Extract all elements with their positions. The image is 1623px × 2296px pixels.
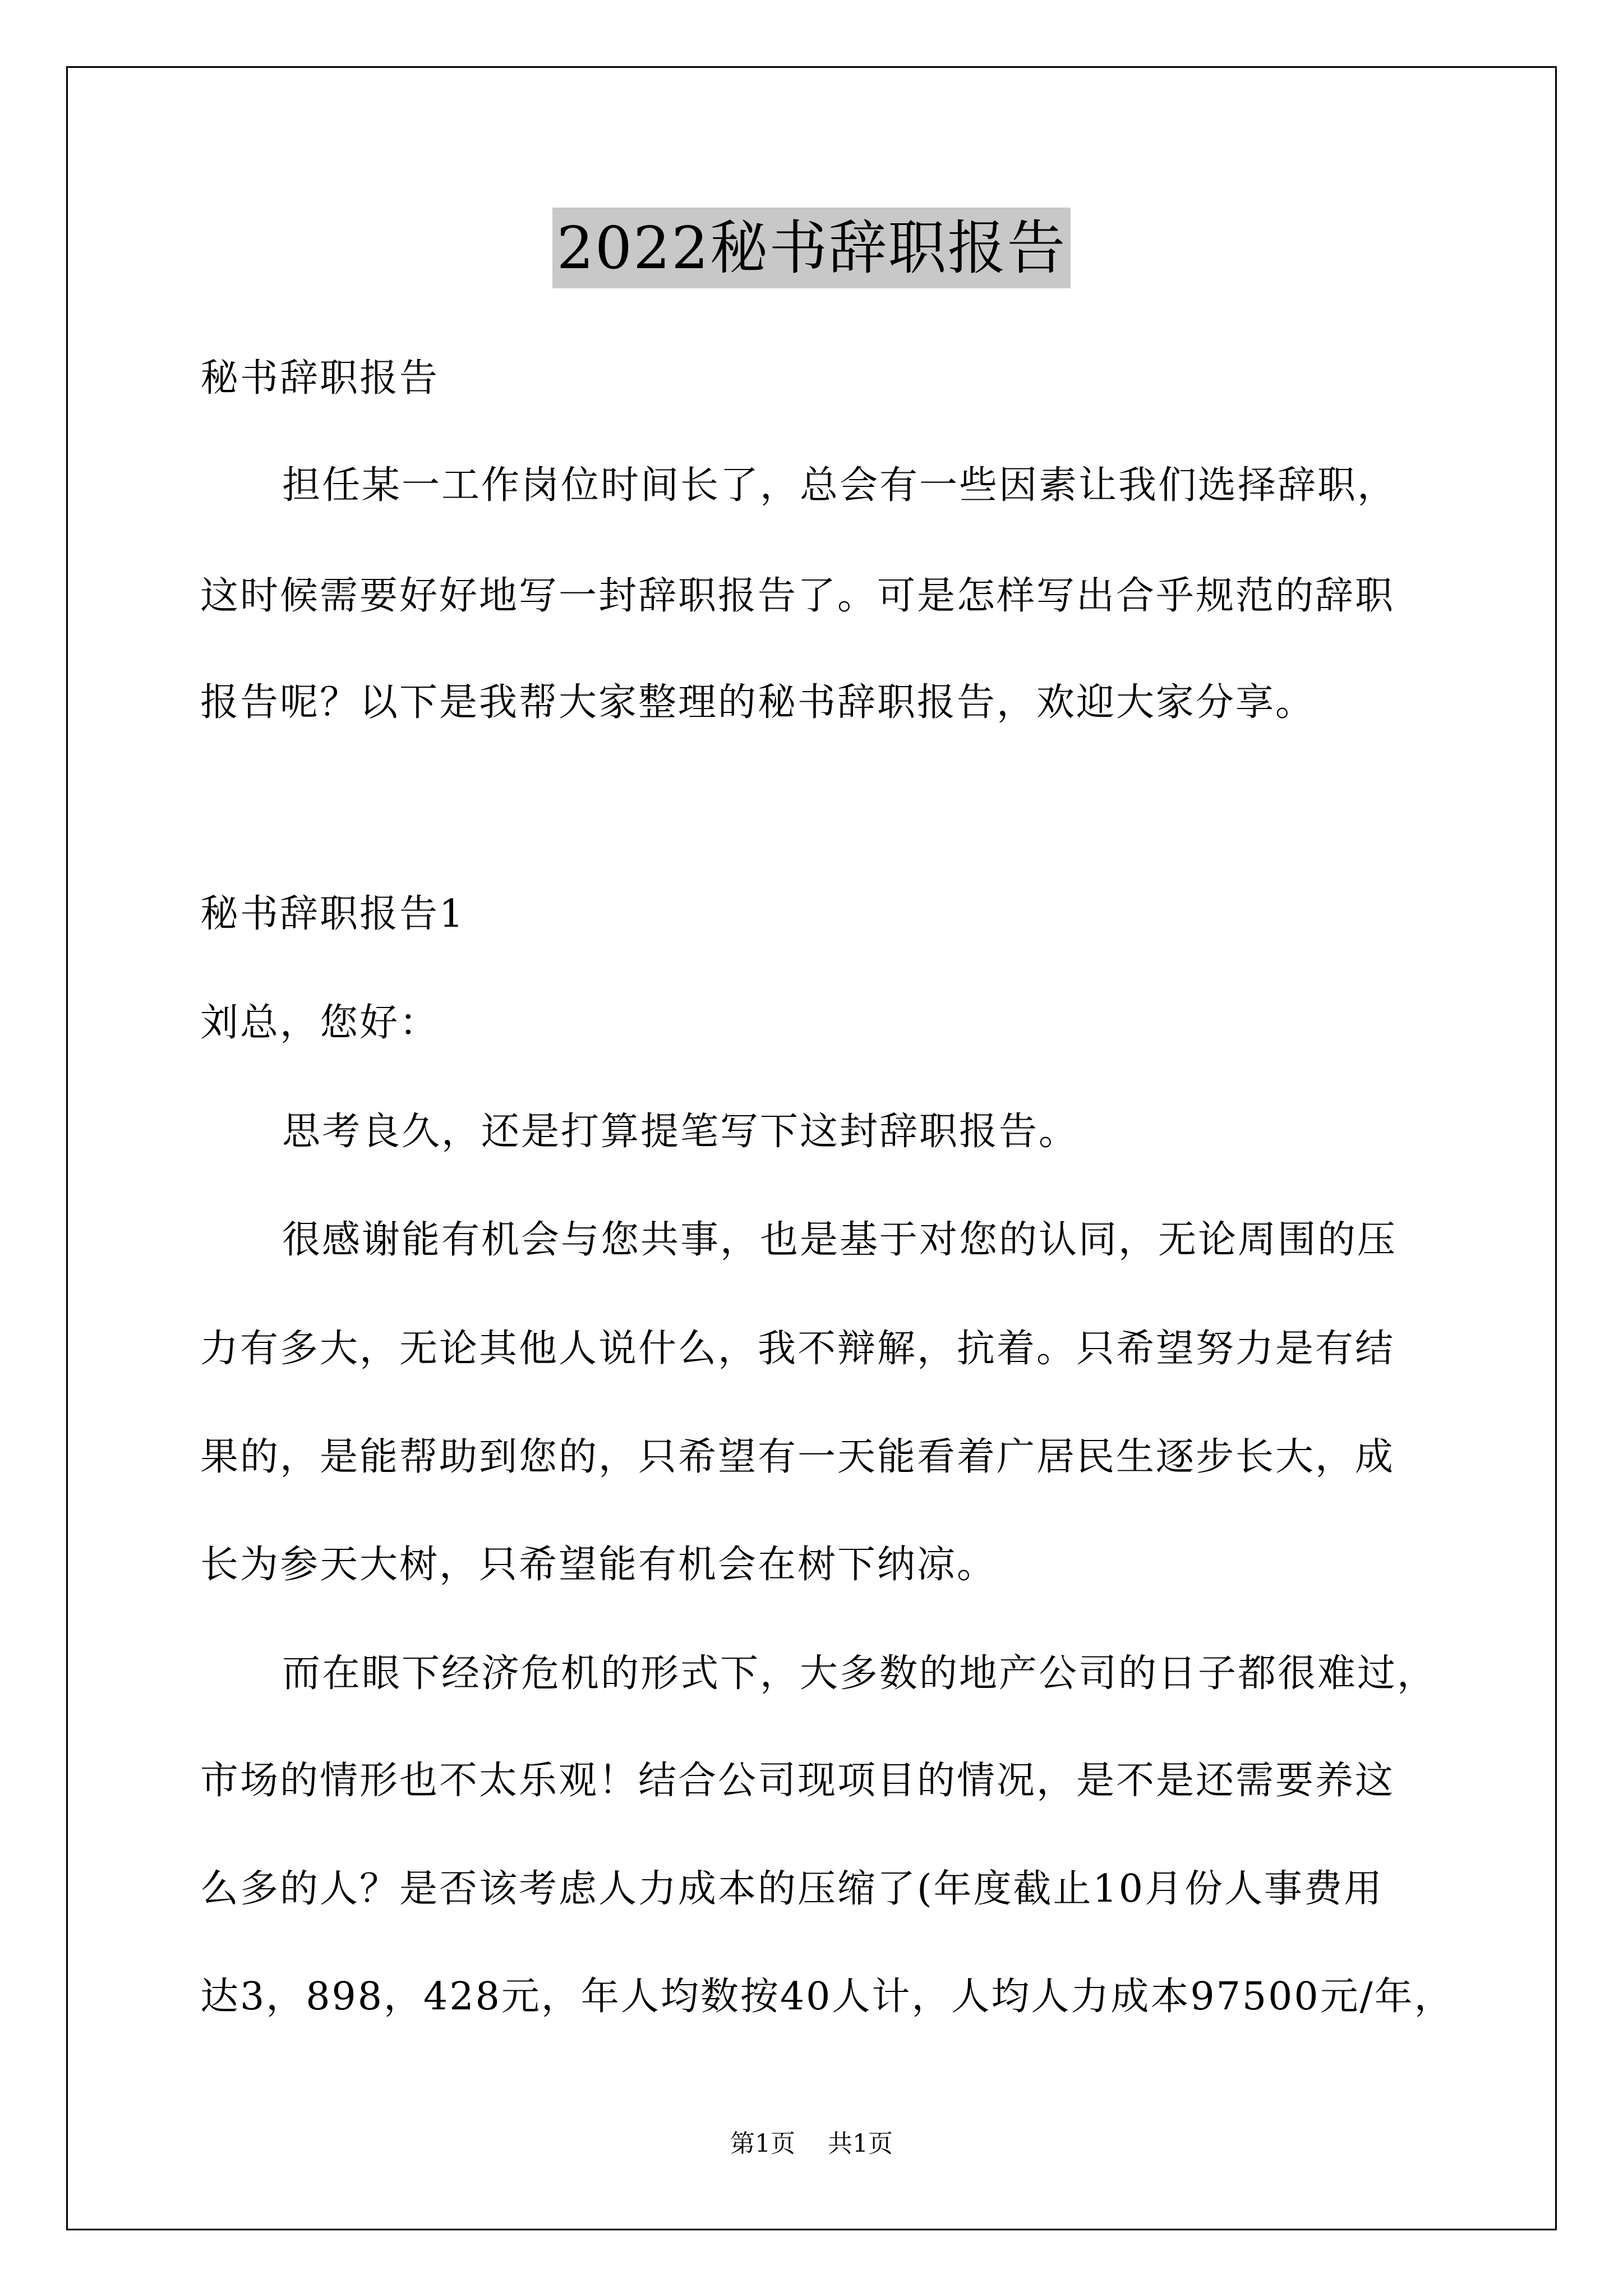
section-heading: 秘书辞职报告 xyxy=(200,356,440,401)
document-title: 2022秘书辞职报告 xyxy=(552,208,1071,288)
paragraph-line: 么多的人？是否该考虑人力成本的压缩了(年度截止10月份人事费用 xyxy=(200,1867,1384,1911)
title-container xyxy=(0,208,1623,288)
page-footer xyxy=(0,2127,1623,2161)
intro-line-3: 报告呢？以下是我帮大家整理的秘书辞职报告，欢迎大家分享。 xyxy=(200,680,1316,725)
paragraph-line: 达3，898，428元，年人均数按40人计，人均人力成本97500元/年， xyxy=(200,1975,1454,2019)
salutation: 刘总，您好： xyxy=(200,1001,440,1045)
report-heading: 秘书辞职报告1 xyxy=(200,892,465,936)
paragraph-line: 力有多大，无论其他人说什么，我不辩解，抗着。只希望努力是有结 xyxy=(200,1327,1395,1371)
page-total: 共1页 xyxy=(828,2129,893,2158)
intro-line-1: 担任某一工作岗位时间长了，总会有一些因素让我们选择辞职， xyxy=(282,463,1398,508)
paragraph-line: 长为参天大树，只希望能有机会在树下纳凉。 xyxy=(200,1543,997,1587)
paragraph-line: 果的，是能帮助到您的，只希望有一天能看着广居民生逐步长大，成 xyxy=(200,1435,1395,1479)
intro-line-2: 这时候需要好好地写一封辞职报告了。可是怎样写出合乎规范的辞职 xyxy=(200,574,1395,618)
page-number: 第1页 xyxy=(730,2129,795,2158)
paragraph-line: 很感谢能有机会与您共事，也是基于对您的认同，无论周围的压 xyxy=(282,1218,1398,1262)
paragraph-line: 市场的情形也不太乐观！结合公司现项目的情况，是不是还需要养这 xyxy=(200,1759,1395,1803)
paragraph-line: 而在眼下经济危机的形式下，大多数的地产公司的日子都很难过， xyxy=(282,1651,1437,1696)
paragraph-line: 思考良久，还是打算提笔写下这封辞职报告。 xyxy=(282,1110,1079,1154)
